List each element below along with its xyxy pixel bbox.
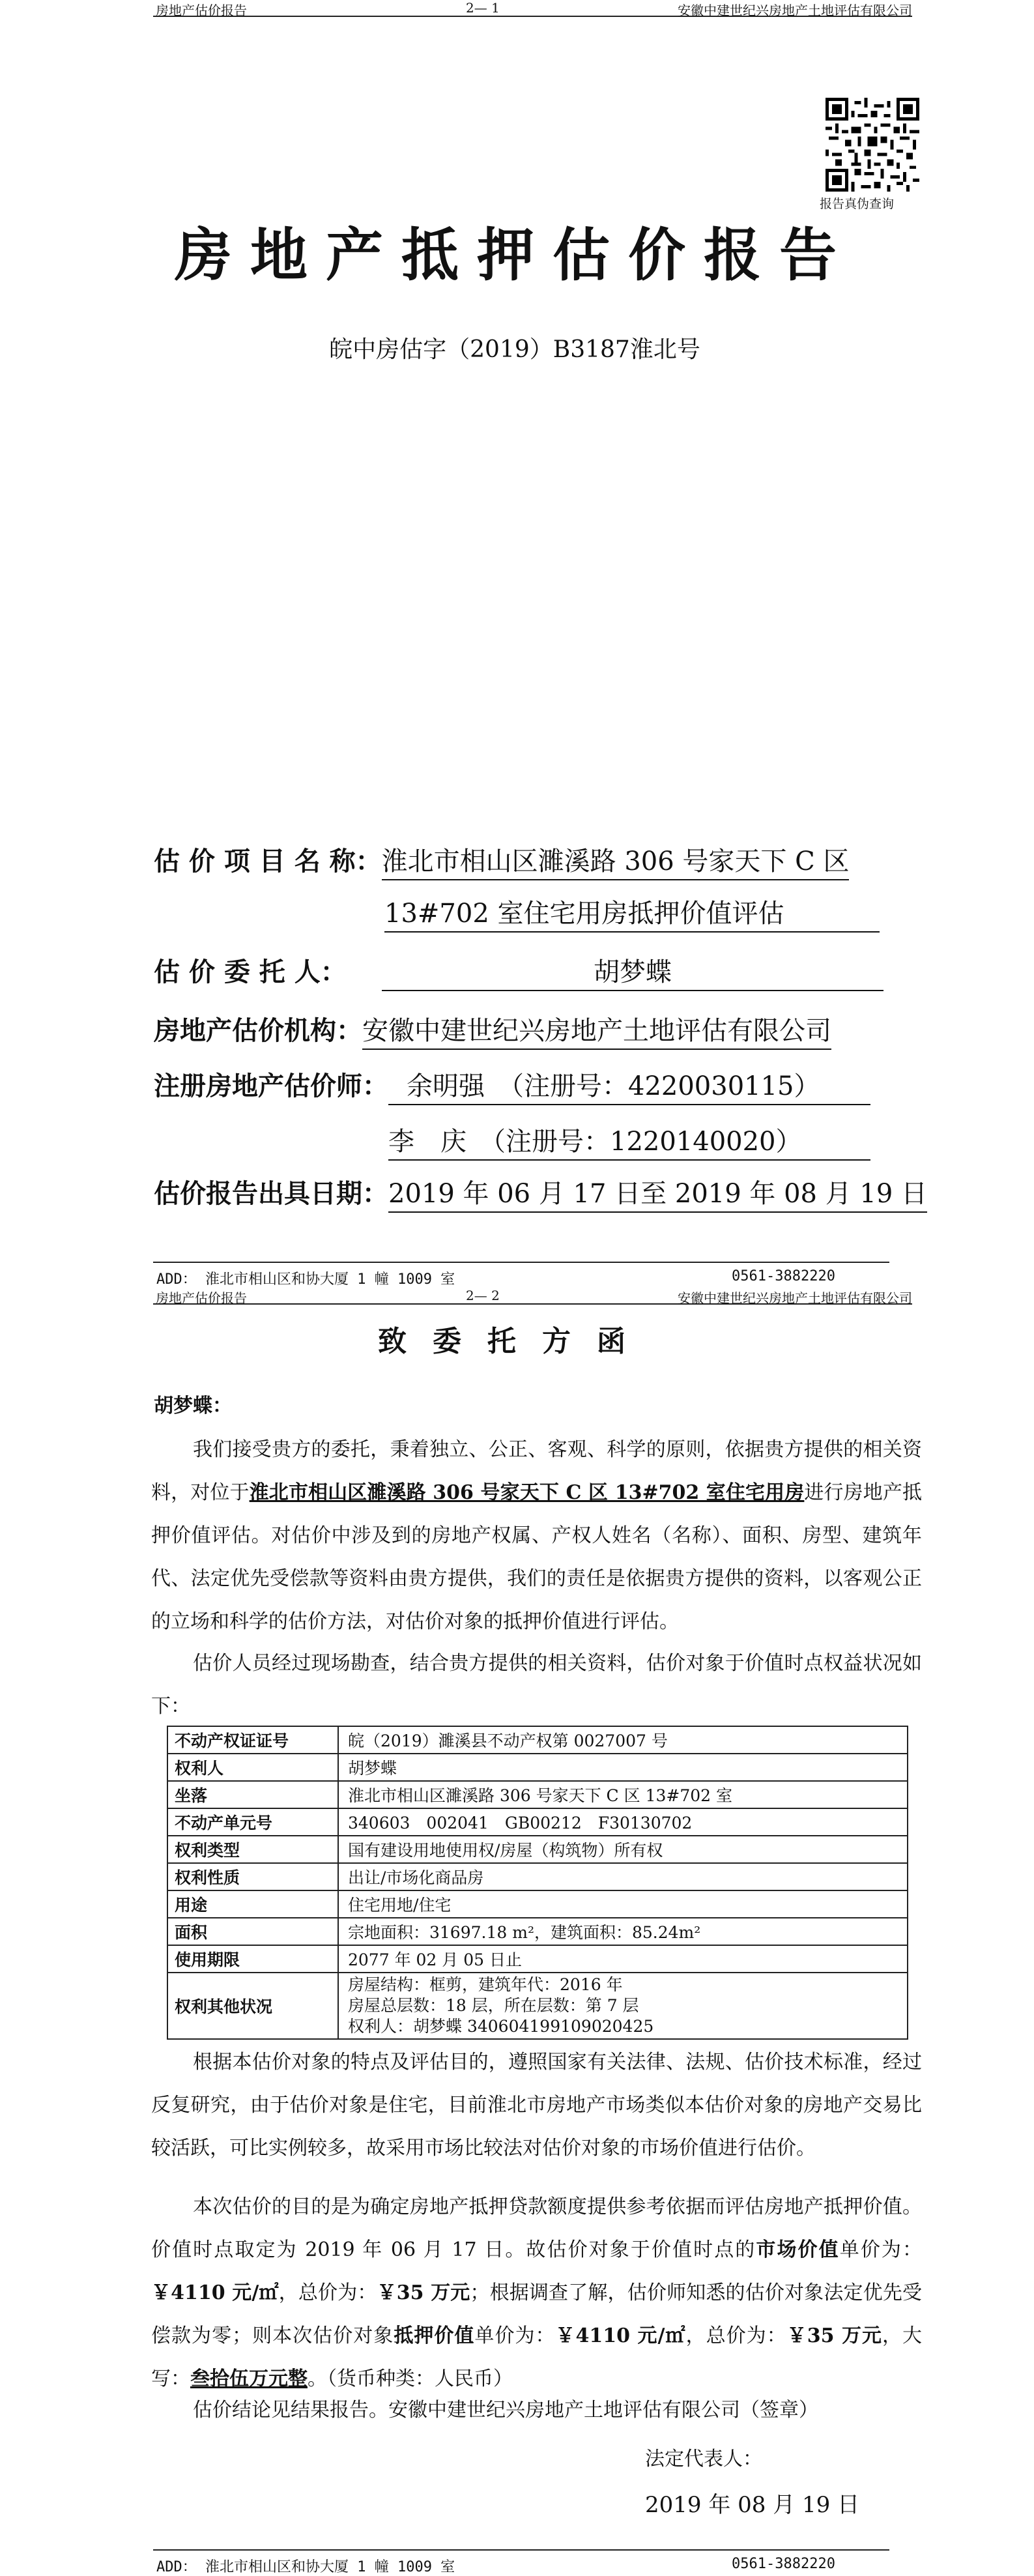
legal-representative: 法定代表人： bbox=[645, 2448, 762, 2470]
para4-text: ，大写： bbox=[151, 2324, 923, 2390]
agency-label: 房地产估价机构： bbox=[154, 1015, 362, 1046]
project-name-row2 bbox=[384, 893, 880, 933]
table-row bbox=[167, 1973, 908, 2039]
market-value-term: 市场价值 bbox=[756, 2238, 840, 2261]
para4-text: ；根据调查了解，估价师知悉的估价对象法定优先受偿款为零；则本次估价对象 bbox=[151, 2281, 923, 2347]
footer-address: ADD： 淮北市相山区和协大厦 1 幢 1009 室 bbox=[156, 2559, 455, 2575]
footer-phone: 0561-3882220 bbox=[732, 1268, 835, 1284]
para4-text: ，总价为： bbox=[685, 2324, 787, 2347]
table-row bbox=[167, 1726, 908, 1754]
amount-in-words: 叁拾伍万元整 bbox=[190, 2367, 308, 2390]
para4-text: 本次估价的目的是为确定房地产抵押贷款额度提供参考依据而评估房地产抵押价值。价值时点取定为 2019 年 06 月 17 日。故估价对象于价值时点的 bbox=[151, 2195, 922, 2261]
header-right: 安徽中建世纪兴房地产土地评估有限公司 bbox=[678, 3, 912, 18]
table-key: 权利类型 bbox=[167, 1836, 338, 1863]
project-name-label: 估 价 项 目 名 称： bbox=[154, 846, 382, 876]
para4-text: 。（货币种类：人民币） bbox=[308, 2367, 513, 2390]
table-row bbox=[167, 1918, 908, 1945]
appraisers-row bbox=[154, 1065, 870, 1105]
table-value: 住宅用地/住宅 bbox=[338, 1890, 908, 1918]
agency-value: 安徽中建世纪兴房地产土地评估有限公司 bbox=[362, 1010, 831, 1050]
paragraph-4 bbox=[151, 2186, 922, 2401]
table-value-line: 房屋总层数：18 层，所在层数：第 7 层 bbox=[348, 1996, 639, 2015]
appraiser-2: 李 庆 （注册号：1220140020） bbox=[388, 1121, 870, 1161]
paragraph-2: 估价人员经过现场勘查，结合贵方提供的相关资料，估价对象于价值时点权益状况如下： bbox=[151, 1652, 922, 1718]
mortgage-value-term: 抵押价值 bbox=[394, 2324, 475, 2347]
table-key: 用途 bbox=[167, 1890, 338, 1918]
table-key: 权利其他状况 bbox=[167, 1973, 338, 2039]
table-value: 胡梦蝶 bbox=[338, 1754, 908, 1781]
header-page-number: 2— 2 bbox=[466, 1288, 500, 1303]
table-key: 权利性质 bbox=[167, 1863, 338, 1890]
property-address: 淮北市相山区濉溪路 306 号家天下 C 区 13#702 室住宅用房 bbox=[249, 1481, 805, 1504]
table-value: 淮北市相山区濉溪路 306 号家天下 C 区 13#702 室 bbox=[338, 1781, 908, 1808]
salutation: 胡梦蝶： bbox=[154, 1395, 232, 1417]
paragraph-3: 根据本估价对象的特点及评估目的，遵照国家有关法律、法规、估价技术标准，经过反复研究，由于估价对象是住宅，目前淮北市房地产市场类似本估价对象的房地产交易比较活跃，可比实例较多，故采用市场比较法对估价对象的市场价值进行估价。 bbox=[151, 2051, 922, 2160]
qr-code[interactable] bbox=[826, 98, 919, 192]
project-name-row bbox=[154, 841, 849, 880]
table-key: 不动产单元号 bbox=[167, 1808, 338, 1836]
table-value: 出让/市场化商品房 bbox=[338, 1863, 908, 1890]
table-value-line: 权利人：胡梦蝶 340604199109020425 bbox=[348, 2017, 654, 2036]
appraisers-label: 注册房地产估价师： bbox=[154, 1071, 388, 1101]
table-key: 使用期限 bbox=[167, 1945, 338, 1973]
mortgage-total-price: ￥35 万元 bbox=[786, 2324, 882, 2347]
document-number: 皖中房估字（2019）B3187淮北号 bbox=[329, 336, 700, 363]
project-name-value-line2: 13#702 室住宅用房抵押价值评估 bbox=[384, 893, 880, 933]
table-value: 国有建设用地使用权/房屋（构筑物）所有权 bbox=[338, 1836, 908, 1863]
date-value: 2019 年 06 月 17 日至 2019 年 08 月 19 日 bbox=[388, 1173, 927, 1213]
client-label: 估 价 委 托 人： bbox=[154, 957, 347, 987]
table-row bbox=[167, 1863, 908, 1890]
table-value bbox=[338, 1973, 908, 2039]
table-row bbox=[167, 1808, 908, 1836]
project-name-value-line1: 淮北市相山区濉溪路 306 号家天下 C 区 bbox=[382, 841, 850, 880]
table-value: 2077 年 02 月 05 日止 bbox=[338, 1945, 908, 1973]
paragraph-1 bbox=[151, 1428, 922, 1643]
para4-text: ，总价为： bbox=[278, 2281, 377, 2304]
paragraph-5: 估价结论见结果报告。安徽中建世纪兴房地产土地评估有限公司（签章） bbox=[193, 2399, 818, 2422]
table-row bbox=[167, 1781, 908, 1808]
page1-header bbox=[153, 0, 912, 17]
header-right: 安徽中建世纪兴房地产土地评估有限公司 bbox=[678, 1290, 912, 1306]
rights-table bbox=[167, 1726, 908, 2040]
table-row bbox=[167, 1890, 908, 1918]
page2-footer bbox=[153, 2549, 889, 2575]
table-value: 宗地面积：31697.18 m²，建筑面积：85.24m² bbox=[338, 1918, 908, 1945]
date-label: 估价报告出具日期： bbox=[154, 1178, 388, 1209]
table-value: 340603 002041 GB00212 F30130702 bbox=[338, 1808, 908, 1836]
para4-text: 单价为： bbox=[839, 2238, 922, 2261]
mortgage-unit-price: ￥4110 元/㎡ bbox=[555, 2324, 686, 2347]
para1-text-b: 进行房地产抵押价值评估。对估价中涉及到的房地产权属、产权人姓名（名称）、面积、房型、建筑年代、法定优先受偿款等资料由贵方提供，我们的责任是依据贵方提供的资料，以客观公正的立场和科学的估价方法，对估价对象的抵押价值进行评估。 bbox=[151, 1481, 923, 1633]
date-row bbox=[154, 1173, 927, 1213]
appraiser-1: 余明强 （注册号：4220030115） bbox=[388, 1065, 870, 1105]
table-key: 坐落 bbox=[167, 1781, 338, 1808]
appraisers-row2 bbox=[388, 1121, 870, 1161]
page1-footer bbox=[153, 1262, 889, 1288]
table-row bbox=[167, 1945, 908, 1973]
table-key: 面积 bbox=[167, 1918, 338, 1945]
table-value-line: 房屋结构：框剪，建筑年代：2016 年 bbox=[348, 1975, 623, 1994]
page2-header bbox=[153, 1288, 912, 1305]
signature-date: 2019 年 08 月 19 日 bbox=[645, 2492, 860, 2518]
para1-text-a: 我们接受贵方的委托，秉着独立、公正、客观、科学的原则，依据贵方提供的相关资料，对位于 bbox=[151, 1438, 922, 1504]
report-title: 房地产抵押估价报告 bbox=[174, 221, 855, 289]
letter-title: 致委托方函 bbox=[378, 1325, 652, 1358]
header-page-number: 2— 1 bbox=[466, 0, 500, 16]
footer-address: ADD： 淮北市相山区和协大厦 1 幢 1009 室 bbox=[156, 1271, 455, 1288]
agency-row bbox=[154, 1010, 831, 1050]
header-left: 房地产估价报告 bbox=[156, 1290, 247, 1306]
table-value: 皖（2019）濉溪县不动产权第 0027007 号 bbox=[338, 1726, 908, 1754]
para4-text: 单价为： bbox=[474, 2324, 556, 2347]
table-key: 不动产权证证号 bbox=[167, 1726, 338, 1754]
client-row bbox=[154, 951, 883, 991]
client-value: 胡梦蝶 bbox=[382, 951, 883, 991]
header-left: 房地产估价报告 bbox=[156, 3, 247, 18]
market-total-price: ￥35 万元 bbox=[377, 2281, 470, 2304]
qr-caption: 报告真伪查询 bbox=[820, 197, 895, 211]
market-unit-price: ￥4110 元/㎡ bbox=[151, 2281, 279, 2304]
table-key: 权利人 bbox=[167, 1754, 338, 1781]
table-row bbox=[167, 1754, 908, 1781]
table-row bbox=[167, 1836, 908, 1863]
footer-phone: 0561-3882220 bbox=[732, 2556, 835, 2572]
